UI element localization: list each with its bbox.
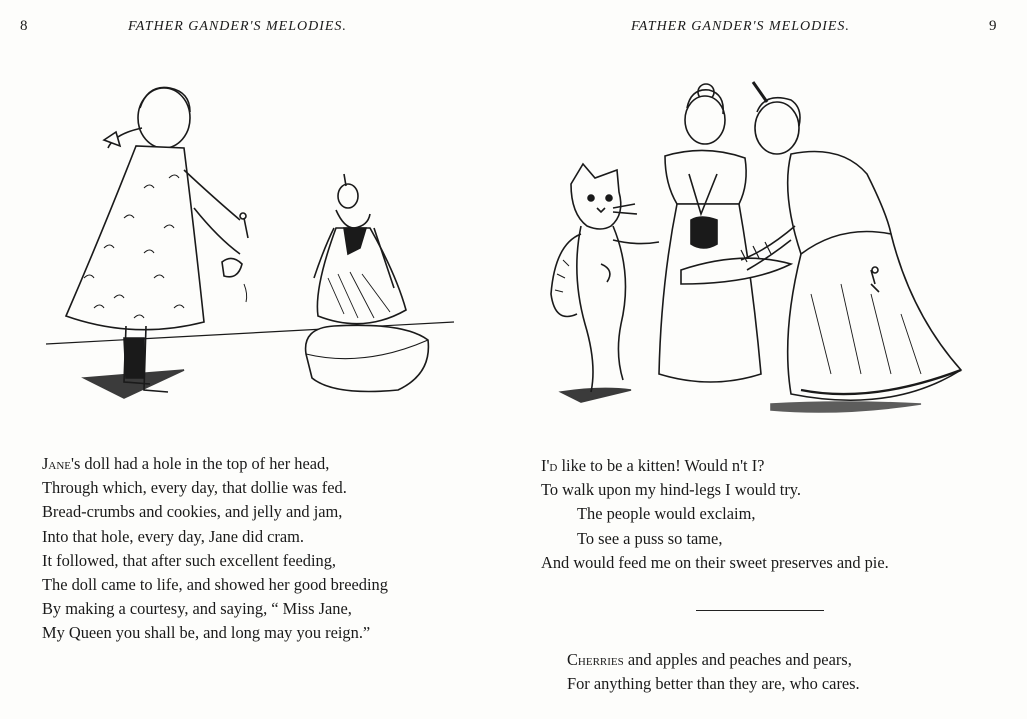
poem-line — [42, 573, 388, 597]
kitten-poem — [541, 454, 889, 575]
line-text: The doll came to life, and showed her good breeding — [42, 575, 388, 595]
jane-doll-poem — [42, 452, 388, 646]
poem-line — [42, 549, 388, 573]
line-text: and apples and peaches and pears, — [623, 650, 852, 669]
poem-line — [541, 454, 889, 478]
line-text: For anything better than they are, who cares. — [567, 674, 860, 694]
cherries-couplet — [567, 648, 860, 696]
left-page — [0, 0, 513, 719]
page-number-left: 8 — [20, 18, 28, 34]
poem-line — [42, 597, 388, 621]
small-caps-lead: I'd — [541, 456, 558, 475]
line-text: It followed, that after such excellent feeding, — [42, 550, 336, 570]
poem-line — [42, 525, 388, 549]
line-text: Bread-crumbs and cookies, and jelly and jam, — [42, 502, 343, 522]
line-text: To walk upon my hind-legs I would try. — [541, 480, 802, 500]
poem-line — [42, 500, 388, 524]
poem-line — [42, 476, 388, 500]
line-text: Through which, every day, that dollie was fed. — [42, 478, 347, 498]
small-caps-lead: Jane — [42, 454, 71, 473]
small-caps-lead: Cherries — [567, 650, 624, 669]
poem-line — [541, 527, 889, 551]
poem-line — [541, 551, 889, 575]
line-text: Into that hole, every day, Jane did cram. — [42, 526, 305, 546]
line-text: And would feed me on their sweet preserves and pie. — [541, 552, 889, 572]
line-text: To see a puss so tame, — [577, 528, 723, 548]
poem-line — [567, 672, 860, 696]
poem-line — [541, 478, 889, 502]
page-number-right: 9 — [989, 18, 997, 34]
poem-line — [567, 648, 860, 672]
right-page — [513, 0, 1027, 719]
line-text: like to be a kitten! Would n't I? — [557, 456, 765, 475]
girl-and-doll-illustration — [44, 78, 464, 408]
kitten-and-ladies-illustration — [541, 74, 991, 424]
running-head-right: FATHER GANDER'S MELODIES. — [631, 19, 850, 34]
poem-line — [42, 621, 388, 645]
poem-line — [541, 502, 889, 526]
section-divider — [696, 610, 824, 611]
running-head-left: FATHER GANDER'S MELODIES. — [128, 19, 347, 34]
poem-line — [42, 452, 388, 476]
line-text: The people would exclaim, — [577, 504, 756, 524]
line-text: My Queen you shall be, and long may you reign.” — [42, 623, 371, 643]
line-text: By making a courtesy, and saying, “ Miss Jane, — [42, 599, 352, 619]
line-text: 's doll had a hole in the top of her head, — [71, 454, 330, 473]
